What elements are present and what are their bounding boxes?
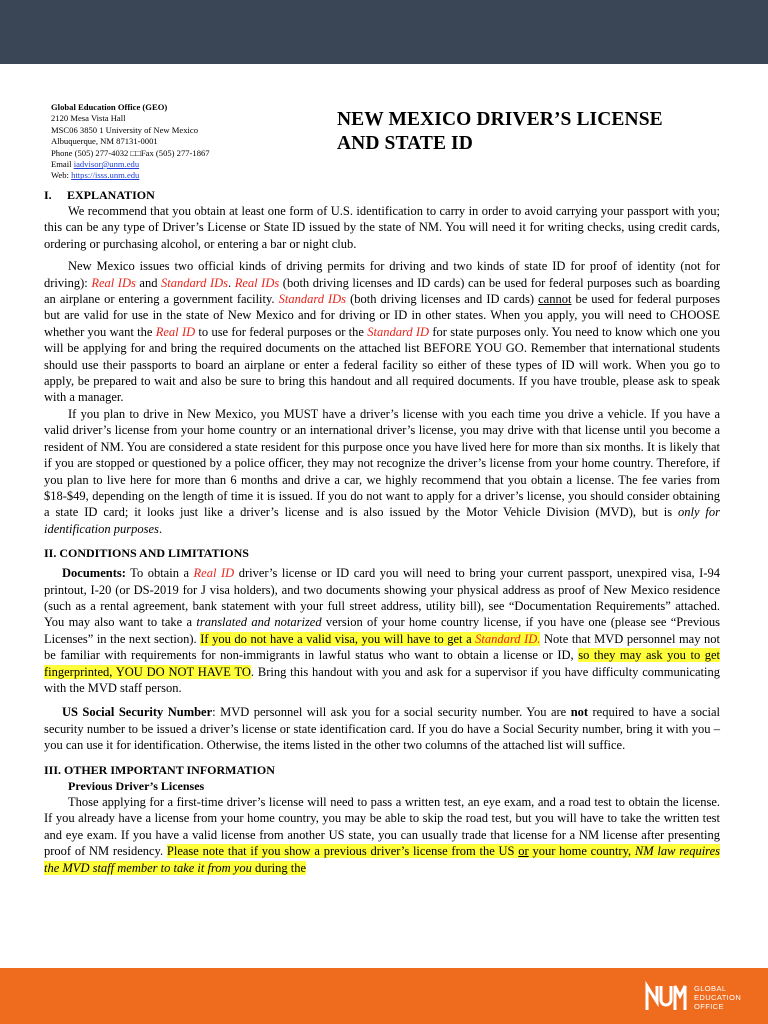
standard-id-term: Standard ID — [367, 324, 430, 339]
paragraph — [44, 565, 720, 696]
contact-block — [51, 102, 210, 182]
ssn-label: US Social Security Number — [62, 705, 213, 720]
paragraph — [44, 704, 720, 753]
org-name: Global Education Office (GEO) — [51, 102, 168, 112]
section-number: I. — [44, 188, 52, 202]
text-run: . — [228, 275, 235, 290]
italic-text: only for identification purposes — [44, 505, 721, 536]
text-run: your home country, — [528, 844, 635, 859]
section-title: EXPLANATION — [67, 188, 155, 202]
address-line: 2120 Mesa Vista Hall — [51, 113, 126, 124]
address-line: Albuquerque, NM 87131-0001 — [51, 136, 158, 147]
text-run: Those applying for a first-time driver’s license will need to pass a written test, an eye exam, and a road test to obtain the license. If you already have a license from your home country, you may be able to skip the road test, but you will have to take the written test and eye exam. If you have a valid license from another US state, you can usually trade that license for a NM license after presenting proof of NM residency. — [44, 795, 720, 859]
text-run: version of your home country license, if you have one (please see “Previous Licenses” in the next section). — [44, 615, 721, 646]
text-run: to use for federal purposes or the — [195, 324, 368, 339]
cannot-underlined: cannot — [538, 292, 572, 307]
text-run: (both driving licenses and ID cards) — [346, 292, 539, 307]
text-run: and — [135, 275, 162, 290]
geo-logo — [644, 980, 741, 1014]
title-line: NEW MEXICO DRIVER’S LICENSE — [337, 109, 663, 130]
logo-line: EDUCATION — [694, 992, 742, 1002]
web-link[interactable]: https://isss.unm.edu — [71, 170, 140, 181]
paragraph: We recommend that you obtain at least one form of U.S. identification to carry in order to avoid carrying your passport with you; this can be any type of Driver’s License or State ID issued by the state of NM. You will need it for writing checks, using credit cards, ordering or purchasing alcohol, or entering a bar or night club. — [44, 204, 720, 251]
section-heading — [44, 187, 720, 203]
document-title — [337, 108, 663, 156]
web-row — [51, 170, 210, 181]
logo-line: OFFICE — [694, 1001, 724, 1011]
text-run: during the — [251, 860, 307, 875]
standard-ids-term: Standard IDs — [161, 275, 229, 290]
text-run: If you plan to drive in New Mexico, you MUST have a driver’s license with you each time you drive a vehicle. If you have a valid driver’s license from your home country or an international driver’s license, you may drive with that license until you become a resident of NM. You are considered a state resident for this purpose once you have lived here for more than six months. It is likely that if you are stopped or questioned by a police officer, they may not recognize the driver’s license from your home country. Therefore, if you plan to live here for more than 6 months and drive a car, we highly recommend that you obtain a license. The fee varies from $18-$49, depending on the length of time it is issued. If you do not want to apply for a driver’s license, you should consider obtaining a state ID card; it looks just like a driver’s license and is also issued by the Motor Vehicle Division (MVD), but is — [44, 406, 720, 520]
section-heading: II. CONDITIONS AND LIMITATIONS — [44, 546, 249, 561]
text-run: (both driving licenses and ID cards) can be used for federal purposes such as boarding an airplane or entering a government facility. — [44, 275, 720, 307]
unm-logo-icon — [644, 980, 688, 1014]
title-line: AND STATE ID — [337, 133, 473, 154]
web-label: Web: — [51, 170, 72, 181]
text-run: required to have a social security number to be issued a driver’s license or state identification card. If you do have a Social Security number, bring it with you – you can use it for identification. Otherwise, the items listed in the other two columns of the attached list will suffice. — [44, 705, 720, 753]
standard-id-term: Standard ID. — [475, 631, 541, 646]
paragraph — [44, 406, 720, 537]
or-underlined: or — [518, 844, 529, 859]
document-body — [44, 187, 720, 876]
text-run: : MVD personnel will ask you for a social security number. You are — [212, 705, 571, 720]
text-run: Note that MVD personnel may not be familiar with requirements for non-immigrants in lawful status who want to obtain a license or ID, — [44, 631, 721, 663]
text-run: . Bring this handout with you and ask for a supervisor if you have difficulty communicating with the MVD staff person. — [44, 664, 720, 695]
text-run: driver’s license or ID card you will need to bring your current passport, unexpired visa, I-94 printout, I-20 (or DS-2019 for J visa holders), and two documents showing your physical address as proof of New Mexico residence (such as a rental agreement, bank statement with your full street address, utility bill), see “Documentation Requirements” attached. You may also want to take a — [44, 566, 720, 630]
paragraph — [44, 794, 720, 876]
paragraph — [44, 258, 720, 406]
email-link[interactable]: iadvisor@unm.edu — [73, 159, 140, 170]
italic-text: NM law requires the MVD staff member to take it from you — [44, 844, 720, 875]
real-ids-term: Real IDs — [91, 275, 136, 290]
logo-line: GLOBAL — [694, 983, 727, 993]
text-run: for state purposes only. You need to know which one you will be applying for and bring the required documents on the attached list BEFORE YOU GO. Remember that international students should use their passports to board an airplane or enter a federal facility so either of these types of ID will work. When you go to apply, be prepared to wait and also be sure to bring this handout and all required documents. If you have trouble, please ask to speak with a manager. — [44, 324, 720, 405]
subsection-heading: Previous Driver’s Licenses — [68, 778, 205, 793]
text-run: be used for federal purposes but are valid for use in the state of New Mexico and for driving or ID in other states. When you apply, you will need to CHOOSE whether you want the — [44, 292, 721, 339]
bold-not: not — [570, 705, 589, 720]
address-line: MSC06 3850 1 University of New Mexico — [51, 124, 199, 135]
email-row — [51, 159, 210, 170]
header-band — [0, 0, 768, 64]
real-ids-term: Real IDs — [234, 275, 280, 290]
highlighted-text — [200, 632, 540, 646]
text-run: . — [158, 521, 163, 536]
phone-fax: Phone (505) 277-4032 □□Fax (505) 277-1867 — [51, 147, 210, 158]
text-run: New Mexico issues two official kinds of driving permits for driving and two kinds of state ID for proof of identity (not for driving): — [44, 259, 720, 290]
text-run: Please note that if you show a previous driver’s license from the US — [166, 844, 519, 859]
section-heading: III. OTHER IMPORTANT INFORMATION — [44, 762, 275, 777]
real-id-term: Real ID — [155, 324, 196, 339]
standard-ids-term: Standard IDs — [278, 292, 347, 307]
documents-label: Documents: — [62, 566, 126, 581]
real-id-term: Real ID — [193, 566, 235, 581]
italic-text: translated and notarized — [196, 615, 322, 630]
text-run: To obtain a — [125, 566, 194, 581]
logo-wordmark — [694, 984, 741, 1011]
text-run: If you do not have a valid visa, you will have to get a — [200, 631, 476, 646]
email-label: Email — [51, 159, 74, 170]
highlighted-text: so they may ask you to get fingerprinted, YOU DO NOT HAVE TO — [44, 648, 720, 679]
